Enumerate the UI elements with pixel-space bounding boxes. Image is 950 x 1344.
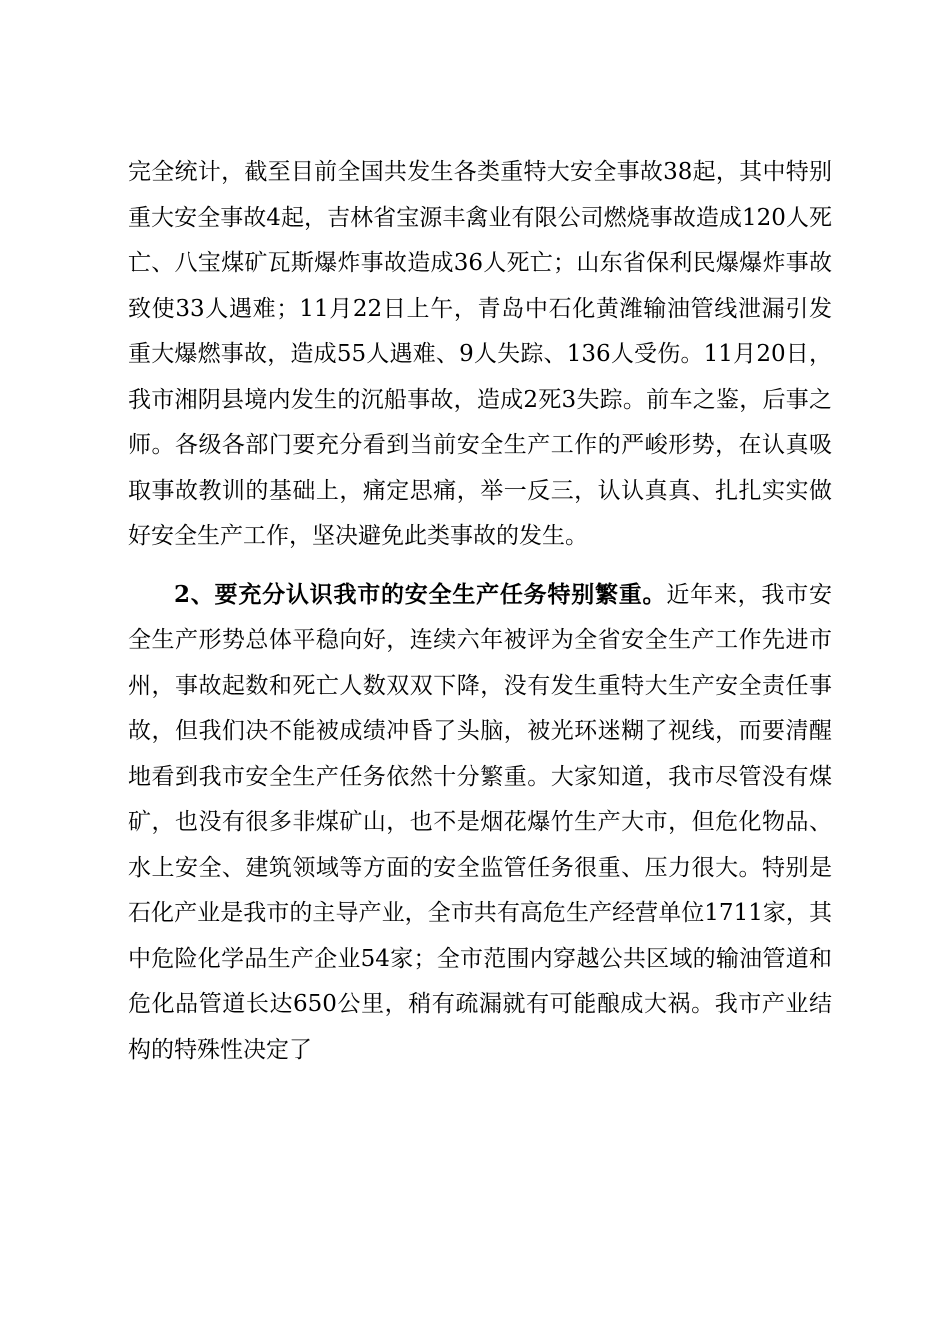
document-body [128, 150, 832, 1073]
paragraph-2 [128, 572, 832, 1074]
paragraph-1 [128, 150, 832, 560]
paragraph-2-heading: 2、要充分认识我市的安全生产任务特别繁重。 [174, 580, 667, 608]
paragraph-1-text: 完全统计，截至目前全国共发生各类重特大安全事故38起，其中特别重大安全事故4起，吉林省宝源丰禽业有限公司燃烧事故造成120人死亡、八宝煤矿瓦斯爆炸事故造成36人死亡；山东省保利民爆爆炸事故致使33人遇难；11月22日上午，青岛中石化黄潍输油管线泄漏引发重大爆燃事故，造成55人遇难、9人失踪、136人受伤。11月20日，我市湘阴县境内发生的沉船事故，造成2死3失踪。前车之鉴，后事之师。各级各部门要充分看到当前安全生产工作的严峻形势，在认真吸取事故教训的基础上，痛定思痛，举一反三，认认真真、扎扎实实做好安全生产工作，坚决避免此类事故的发生。 [128, 159, 832, 549]
paragraph-2-text: 近年来，我市安全生产形势总体平稳向好，连续六年被评为全省安全生产工作先进市州，事故起数和死亡人数双双下降，没有发生重特大生产安全责任事故，但我们决不能被成绩冲昏了头脑，被光环迷糊了视线，而要清醒地看到我市安全生产任务依然十分繁重。大家知道，我市尽管没有煤矿，也没有很多非煤矿山，也不是烟花爆竹生产大市，但危化物品、水上安全、建筑领域等方面的安全监管任务很重、压力很大。特别是石化产业是我市的主导产业，全市共有高危生产经营单位1711家，其中危险化学品生产企业54家；全市范围内穿越公共区域的输油管道和危化品管道长达650公里，稍有疏漏就有可能酿成大祸。我市产业结构的特殊性决定了 [128, 581, 832, 1063]
